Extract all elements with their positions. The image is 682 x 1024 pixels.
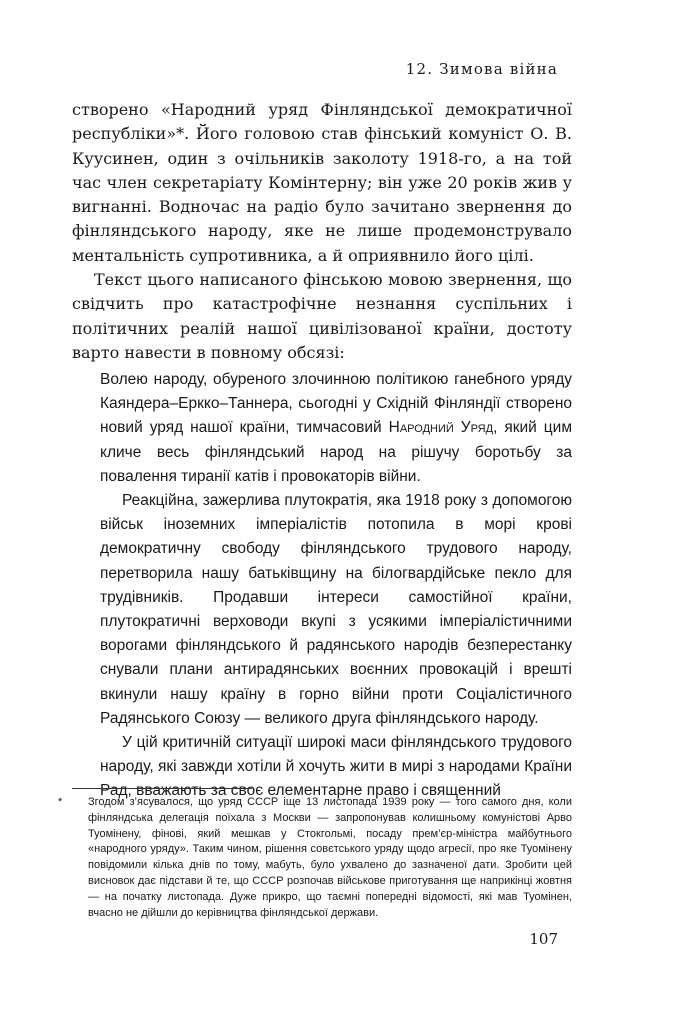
quoted-appeal [100, 368, 572, 804]
footnote-marker: * [58, 796, 63, 808]
footnote-text: Згодом з’ясувалося, що уряд СССР іще 13 листопада 1939 року — того самого дня, коли фінляндська делегація поїхала з Москви — запропонував колишньому комуністові Арво Туомінену, фінові, який мешкав у Стокгольмі, посаду прем’єр-міністра майбутнього «народного уряду». Таким чином, рішення совєтського уряду щодо агресії, про яке Туомінену повідомили кілька днів по тому, мабуть, було ухвалено до зазначеної дати. Зробити цей висновок дає підстави й те, що СССР розпочав військове приготування ще наприкінці жовтня — на початку листопада. Дуже прикро, що таємні попередні відомості, які мав Туомінен, вчасно не дійшли до керівництва фінляндської держави. [88, 796, 572, 919]
footnote-divider [72, 788, 252, 789]
quote-paragraph: У цій критичній ситуації широкі маси фінляндського трудового народу, які завжди хотіли й хочуть жити в мирі з народами Країни Рад, вважають за своє елементарне право і священний [100, 734, 572, 800]
running-header: 12. Зимова війна [405, 60, 558, 78]
quote-text: Волею народу, обуреного злочинною політикою ганебного уряду Каяндера–Еркко–Таннера, сьогодні у Східній Фінляндії створено новий уряд нашої країни, тимчасовий [100, 371, 572, 437]
footnote [58, 795, 572, 921]
paragraph: створено «Народний уряд Фінляндської демократичної республіки»*. Його головою став фінський комуніст О. В. Куусинен, один з очільників заколоту 1918-го, а на той час член секретаріату Комінтерну; він уже 20 років жив у вигнанні. Водночас на радіо було зачитано звернення до фінляндського народу, яке не лише продемонструвало ментальність супротивника, а й оприявнило його цілі. [72, 100, 572, 265]
quote-paragraph [100, 368, 572, 489]
government-name: Народний Уряд [388, 419, 494, 437]
page-number: 107 [529, 930, 558, 948]
quote-paragraph: Реакційна, зажерлива плутократія, яка 1918 року з допомогою військ іноземних імперіалістів потопила в морі крові демократичну свободу фінляндського трудового народу, перетворила нашу батьківщину на білогвардійське пекло для трудівників. Продавши інтереси самостійної країни, плутократичні верховоди вкупі з усякими імперіалістичними ворогами фінляндського й радянського народів безперестанку снували плани антирадянських воєнних провокацій і врешті вкинули нашу країну в горно війни проти Соціалістичного Радянського Союзу — великого друга фінляндського народу. [100, 492, 572, 727]
quote-text: , який цим кличе весь фінляндський народ на рішучу боротьбу за повалення тиранії катів і провокаторів війни. [100, 419, 572, 485]
paragraph: Текст цього написаного фінською мовою звернення, що свідчить про катастрофічне незнання суспільних і політичних реалій нашої цивілізованої країни, достоту варто навести в повному обсязі: [72, 270, 572, 362]
main-text [72, 98, 572, 365]
